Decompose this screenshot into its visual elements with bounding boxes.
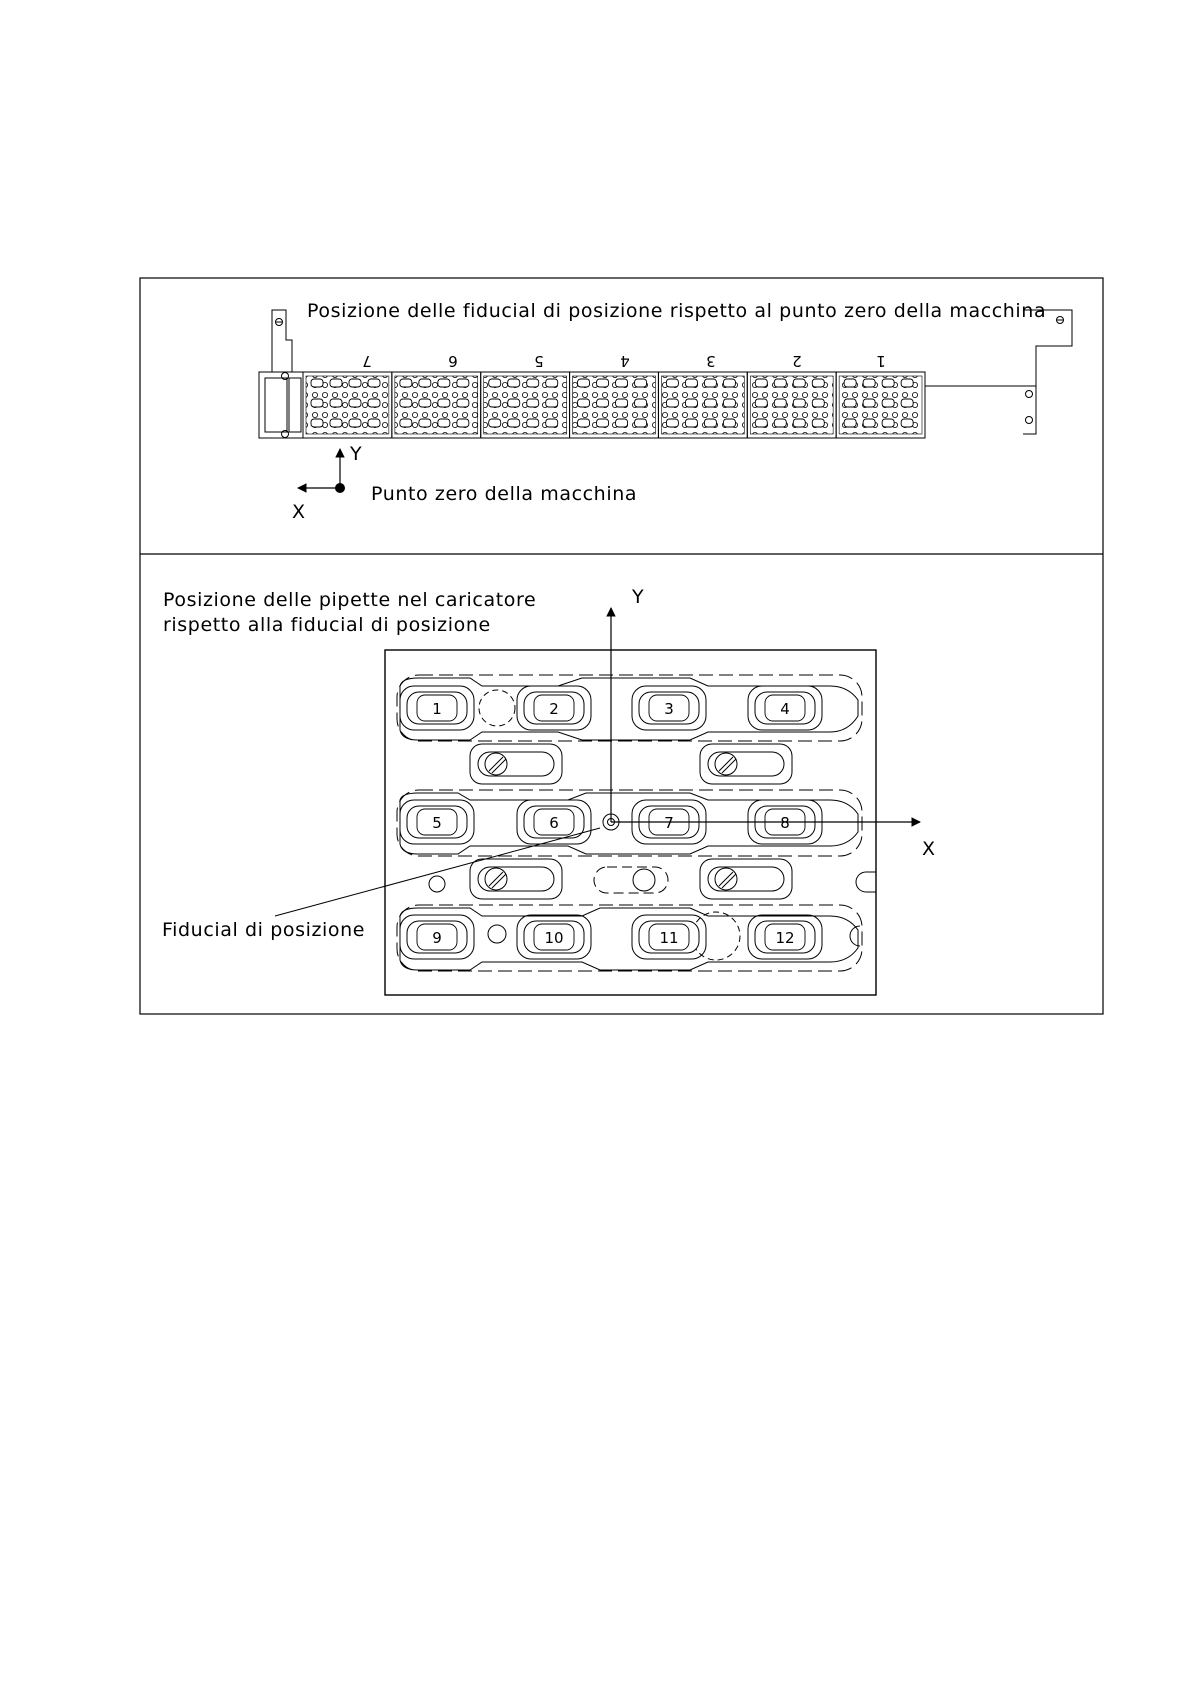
top-panel-title: Posizione delle fiducial di posizione rispetto al punto zero della macchina	[307, 300, 1047, 322]
pipette-number: 8	[780, 814, 790, 832]
center-slot	[594, 867, 668, 893]
magazine-block	[658, 372, 747, 438]
magazine-number-7: 7	[362, 352, 372, 370]
pipette-number: 11	[659, 929, 679, 947]
center-hole	[633, 869, 655, 891]
pipette-number: 3	[664, 700, 674, 718]
plate-notch-right	[856, 872, 876, 892]
screw-slot-bottom-right	[700, 859, 792, 899]
pipette-cell	[632, 915, 706, 959]
magazine-number-6: 6	[448, 352, 458, 370]
bottom-panel-title-line2: rispetto alla fiducial di posizione	[163, 614, 491, 636]
pipette-cell	[400, 915, 474, 959]
pipette-number: 6	[549, 814, 559, 832]
pipette-cell	[400, 800, 474, 844]
machine-origin-axes	[292, 443, 637, 523]
magazine-number-1: 1	[876, 352, 886, 370]
pipette-number: 1	[432, 700, 442, 718]
machine-axis-y-label: Y	[350, 443, 363, 465]
fiducial-axis-x-label: X	[922, 838, 936, 860]
pipette-cell	[517, 915, 591, 959]
pipette-cell	[400, 686, 474, 730]
bottom-panel	[162, 586, 936, 995]
pipette-cell	[632, 686, 706, 730]
magazine-number-3: 3	[706, 352, 716, 370]
fiducial-label: Fiducial di posizione	[162, 919, 366, 941]
fiducial-axis-y-label: Y	[632, 586, 645, 608]
magazine-number-labels	[362, 352, 886, 370]
magazine-block	[836, 372, 925, 438]
machine-axis-x-label: X	[292, 501, 306, 523]
magazine-number-2: 2	[792, 352, 802, 370]
magazine-block	[392, 372, 481, 438]
screw-slot-top-left	[470, 744, 562, 784]
top-panel	[259, 300, 1072, 523]
machine-origin-label: Punto zero della macchina	[371, 483, 638, 505]
plate-hole-row3-left	[488, 925, 506, 943]
pipette-cell	[517, 686, 591, 730]
bottom-panel-title-line1: Posizione delle pipette nel caricatore	[163, 589, 537, 611]
fiducial-axes	[162, 586, 936, 941]
magazine-number-4: 4	[620, 352, 630, 370]
magazine-block	[481, 372, 570, 438]
pipette-cell	[748, 915, 822, 959]
pipette-number: 9	[432, 929, 442, 947]
pipette-number: 7	[664, 814, 674, 832]
pipette-number: 2	[549, 700, 559, 718]
pipette-cell	[517, 800, 591, 844]
screw-slot-bottom-left	[470, 859, 562, 899]
pipette-number: 12	[775, 929, 795, 947]
magazine-strip	[303, 372, 925, 438]
magazine-number-5: 5	[534, 352, 544, 370]
screw-slot-top-right	[700, 744, 792, 784]
machine-zero-point	[335, 483, 345, 493]
pipette-number: 5	[432, 814, 442, 832]
pipette-cell	[748, 686, 822, 730]
left-bracket	[259, 310, 303, 438]
magazine-block	[747, 372, 836, 438]
plate-hole-left	[429, 876, 445, 892]
right-bracket	[925, 310, 1072, 434]
pipette-number: 10	[544, 929, 564, 947]
magazine-block	[570, 372, 659, 438]
pipette-number: 4	[780, 700, 790, 718]
plate-hole-top	[479, 690, 515, 726]
magazine-block	[303, 372, 392, 438]
